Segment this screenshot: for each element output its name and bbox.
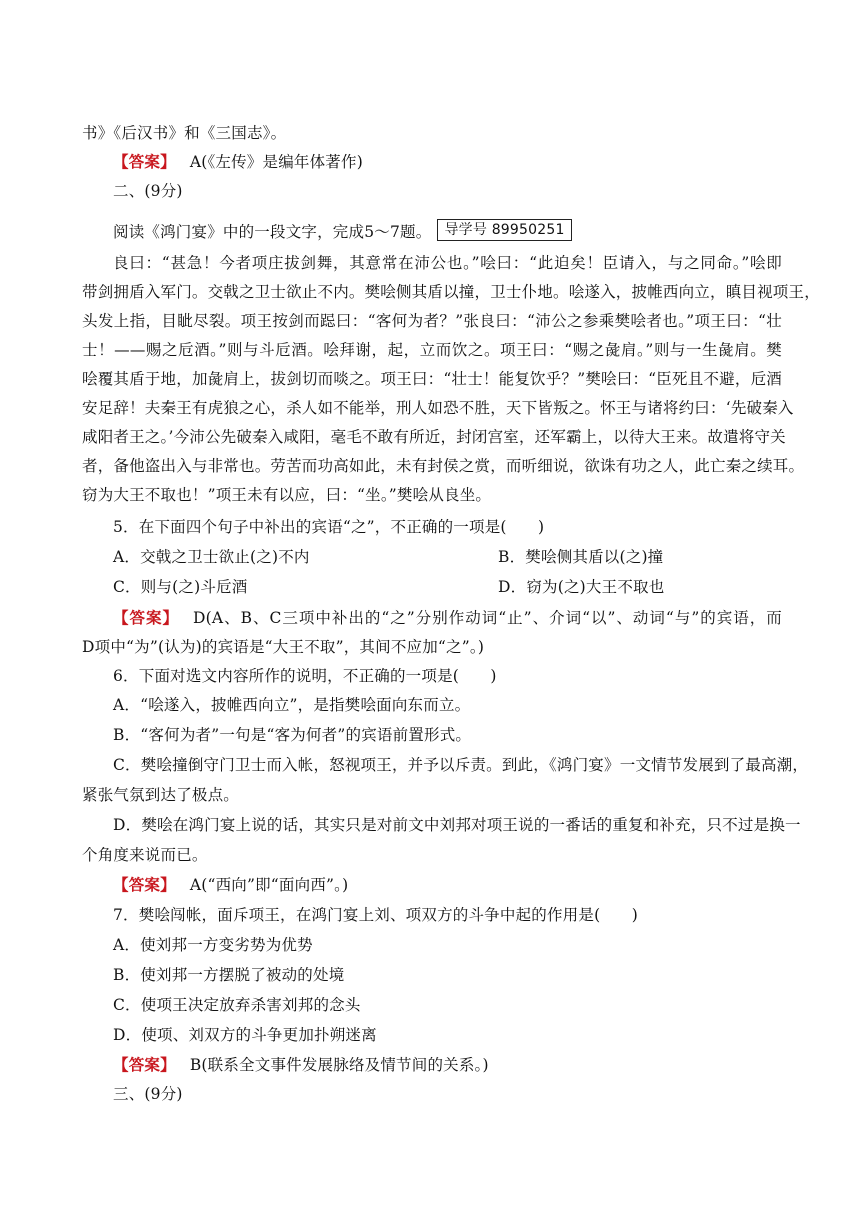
passage-line: 咸阳者王之。’今沛公先破秦入咸阳，毫毛不敢有所近，封闭宫室，还军霸上，以待大王来。故遣将守关 xyxy=(82,428,786,446)
intro-tail: 书》《后汉书》和《三国志》。 xyxy=(82,124,287,142)
option-c: C．则与(之)斗卮酒 xyxy=(113,578,248,596)
question-7: 7．樊哙闯帐，面斥项王，在鸿门宴上刘、项双方的斗争中起的作用是( ) xyxy=(113,906,638,924)
q6-option-c-cont: 紧张气氛到达了极点。 xyxy=(82,786,240,804)
q6-option-a: A．“哙遂入，披帷西向立”，是指樊哙面向东而立。 xyxy=(113,696,471,714)
answer-text: A(《左传》是编年体著作) xyxy=(189,153,363,171)
guide-number-box: 导学号 89950251 xyxy=(437,219,571,241)
answer-label: 【答案】 xyxy=(113,152,176,171)
question-5: 5．在下面四个句子中补出的宾语“之”，不正确的一项是( ) xyxy=(113,518,545,536)
answer-7 xyxy=(113,1054,782,1076)
q6-option-c: C．樊哙撞倒守门卫士而入帐，怒视项王，并予以斥责。到此，《鸿门宴》一文情节发展到了最高潮， xyxy=(113,756,809,774)
answer-label: 【答案】 xyxy=(113,1055,176,1074)
question-6: 6．下面对选文内容所作的说明，不正确的一项是( ) xyxy=(113,667,497,685)
passage-line: 头发上指，目眦尽裂。项王按剑而跽曰：“客何为者？”张良曰：“沛公之参乘樊哙者也。”项王曰：“壮 xyxy=(82,312,782,330)
q6-option-d: D．樊哙在鸿门宴上说的话，其实只是对前文中刘邦对项王说的一番话的重复和补充，只不过是换一 xyxy=(113,816,801,834)
q5-options-row-2 xyxy=(113,576,782,598)
answer-text: B(联系全文事件发展脉络及情节间的关系。) xyxy=(189,1056,489,1074)
passage-line: 士！——赐之卮酒。”则与斗卮酒。哙拜谢，起，立而饮之。项王曰：“赐之彘肩。”则与一生彘肩。樊 xyxy=(82,341,782,359)
answer-label: 【答案】 xyxy=(113,875,176,894)
q7-option-a: A．使刘邦一方变劣势为优势 xyxy=(113,936,313,954)
answer-5-line-2: D项中“为”(认为)的宾语是“大王不取”，其间不应加“之”。) xyxy=(82,638,485,656)
passage-line: 带剑拥盾入军门。交戟之卫士欲止不内。樊哙侧其盾以撞，卫士仆地。哙遂入，披帷西向立，瞋目视项王， xyxy=(82,283,820,301)
option-d: D．窃为(之)大王不取也 xyxy=(498,578,665,596)
q7-option-c: C．使项王决定放弃杀害刘邦的念头 xyxy=(113,996,361,1014)
passage-line: 安足辞！夫秦王有虎狼之心，杀人如不能举，刑人如恐不胜，天下皆叛之。怀王与诸将约曰：‘先破秦入 xyxy=(82,399,794,417)
q7-option-d: D．使项、刘双方的斗争更加扑朔迷离 xyxy=(113,1026,377,1044)
answer-text: A(“西向”即“面向西”。) xyxy=(189,876,349,894)
q6-option-b: B．“客何为者”一句是“客为何者”的宾语前置形式。 xyxy=(113,726,472,744)
q6-option-d-cont: 个角度来说而已。 xyxy=(82,846,208,864)
answer-text: D(A、B、C三项中补出的“之”分别作动词“止”、介词“以”、动词“与”的宾语，而 xyxy=(193,609,782,627)
answer-1 xyxy=(113,151,782,173)
section-heading-2: 二、(9分) xyxy=(113,182,183,200)
passage-line: 窃为大王不取也！”项王未有以应，曰：“坐。”樊哙从良坐。 xyxy=(82,486,492,504)
answer-label: 【答案】 xyxy=(113,608,180,627)
passage-line: 者，备他盗出入与非常也。劳苦而功高如此，未有封侯之赏，而听细说，欲诛有功之人，此亡秦之续耳。 xyxy=(82,457,805,475)
passage-line: 良曰：“甚急！今者项庄拔剑舞，其意常在沛公也。”哙曰：“此迫矣！臣请入，与之同命。”哙即 xyxy=(113,254,782,272)
section-heading-3: 三、(9分) xyxy=(113,1085,183,1103)
q7-option-b: B．使刘邦一方摆脱了被动的处境 xyxy=(113,966,345,984)
answer-5-line-1 xyxy=(113,607,782,629)
reading-prompt: 阅读《鸿门宴》中的一段文字，完成5～7题。 导学号 89950251 xyxy=(113,221,782,244)
option-a: A．交戟之卫士欲止(之)不内 xyxy=(113,548,310,566)
passage-line: 哙覆其盾于地，加彘肩上，拔剑切而啖之。项王曰：“壮士！能复饮乎？”樊哙曰：“臣死且不避，卮酒 xyxy=(82,370,782,388)
answer-6 xyxy=(113,874,782,896)
q5-options-row-1 xyxy=(113,546,782,568)
option-b: B．樊哙侧其盾以(之)撞 xyxy=(498,548,664,566)
